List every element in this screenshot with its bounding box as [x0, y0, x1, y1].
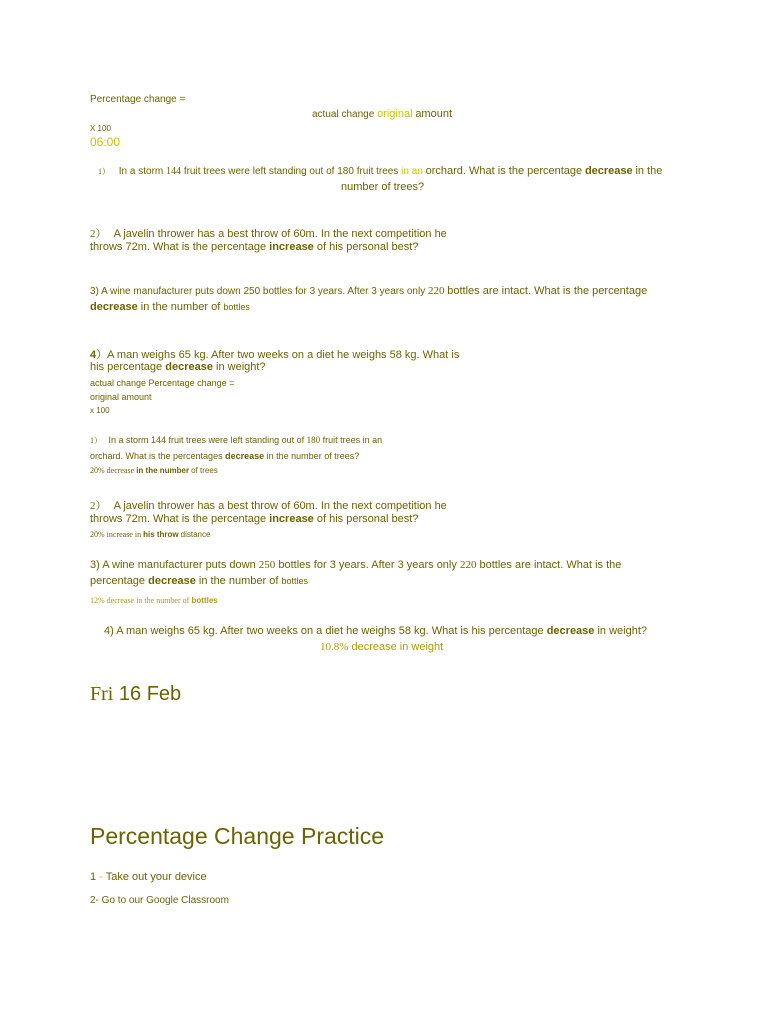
fraction-amount: amount	[415, 108, 453, 120]
answer-1-line2: orchard. What is the percentages decrease in the number of trees?	[90, 451, 360, 461]
answer-3-line1: 3) A wine manufacturer puts down 250 bottles for 3 years. After 3 years only 220 bottles are intact. What is the	[90, 559, 622, 571]
answer-4-solution: 10.8% decrease in weight	[320, 641, 444, 653]
formula-fraction	[312, 108, 452, 120]
question-4-line1: 4）A man weighs 65 kg. After two weeks on a diet he weighs 58 kg. What is	[90, 349, 460, 361]
answer-1-line1: 1） In a storm 144 fruit trees were left standing out of 180 fruit trees in an	[90, 435, 383, 445]
date-heading: Fri 16 Feb	[90, 683, 182, 705]
question-1-line1: 1） In a storm 144 fruit trees were left standing out of 180 fruit trees in an orchard. What is the percentage decrease in the	[98, 165, 663, 177]
answer-2-solution: 20% increase in his throw distance	[90, 530, 211, 539]
question-3-line1: 3) A wine manufacturer puts down 250 bottles for 3 years. After 3 years only 220 bottles are intact. What is the percentage	[90, 285, 648, 297]
answer-3-solution: 12% decrease in the number of bottles	[90, 596, 218, 605]
answer-4-line1: 4) A man weighs 65 kg. After two weeks on a diet he weighs 58 kg. What is his percentage decrease in weight?	[104, 625, 648, 637]
question-4-line2: his percentage decrease in weight?	[90, 361, 266, 373]
question-2-line1: 2） A javelin thrower has a best throw of 60m. In the next competition he	[90, 228, 447, 240]
practice-step-1: 1 - Take out your device	[90, 871, 207, 883]
fraction-original: original	[377, 108, 413, 120]
answer-3-line2: percentage decrease in the number of bottles	[90, 575, 308, 587]
formula-label: Percentage change =	[90, 94, 186, 105]
answer-2-line2: throws 72m. What is the percentage increase of his personal best?	[90, 513, 419, 525]
formula-times100: X 100	[90, 124, 111, 133]
answer-2-line1: 2） A javelin thrower has a best throw of 60m. In the next competition he	[90, 500, 447, 512]
practice-step-2: 2- Go to our Google Classroom	[90, 895, 229, 906]
answer-1-solution: 20% decrease in the number of trees	[90, 466, 218, 475]
question-1-line2: number of trees?	[341, 181, 425, 193]
practice-title: Percentage Change Practice	[90, 823, 385, 849]
timer: 06:00	[90, 135, 121, 149]
fraction-numerator: actual change	[312, 109, 375, 120]
formula-mid-line1: actual change Percentage change =	[90, 378, 235, 388]
formula-mid-line2: original amount	[90, 392, 152, 402]
formula-mid-line3: x 100	[90, 406, 110, 415]
question-2-line2: throws 72m. What is the percentage increase of his personal best?	[90, 241, 419, 253]
question-3-line2: decrease in the number of bottles	[90, 301, 250, 313]
